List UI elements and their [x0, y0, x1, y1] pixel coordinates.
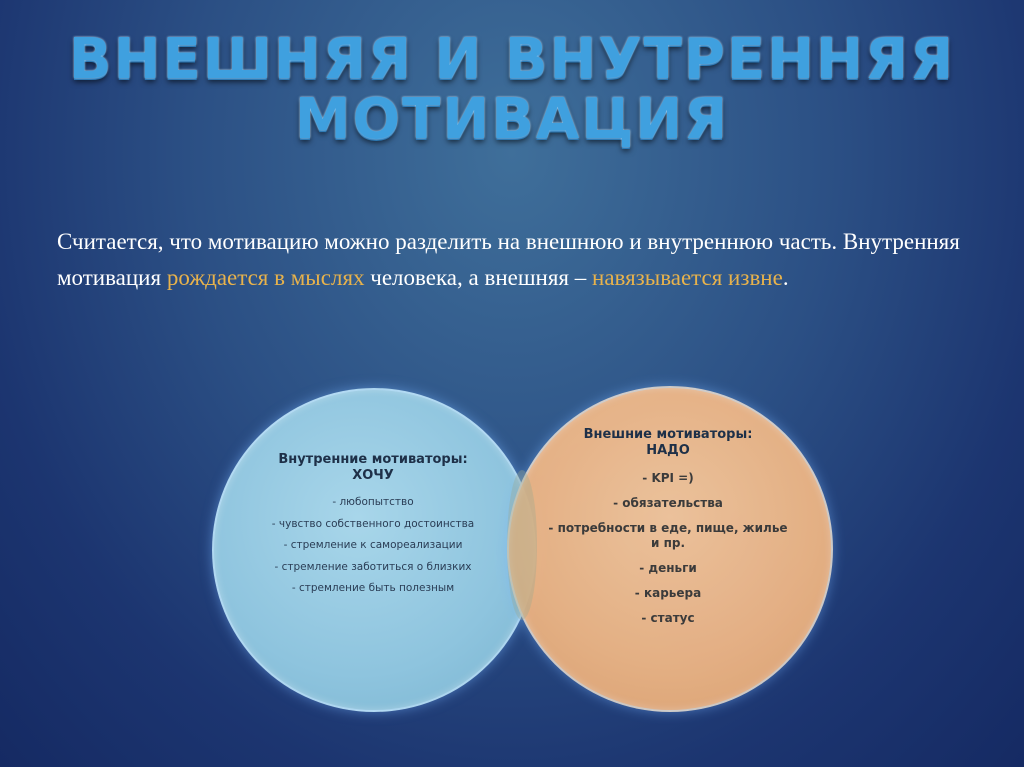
list-item: - чувство собственного достоинства	[271, 517, 475, 530]
highlight-outer: навязывается извне	[592, 265, 783, 290]
intro-paragraph	[57, 224, 977, 296]
external-heading-must: НАДО	[646, 443, 690, 458]
internal-heading-want: ХОЧУ	[352, 468, 394, 483]
list-item: - стремление быть полезным	[291, 582, 455, 594]
internal-motivators-list	[248, 496, 498, 596]
intro-text-part-3: .	[782, 265, 789, 290]
list-item: - обязательства	[613, 496, 723, 510]
list-item: - любопытство	[332, 496, 414, 508]
intro-text-part-2: человека, а внешняя –	[364, 265, 593, 290]
title-line-1: ВНЕШНЯЯ И ВНУТРЕННЯЯ	[68, 27, 956, 92]
external-motivators-content	[548, 427, 788, 636]
internal-motivators-content	[248, 452, 498, 604]
intro-text-part-1: Считается, что мотивацию можно разделить на внешнюю и внутреннюю часть. Внутренняя мотивация	[57, 229, 960, 290]
slide-title	[0, 27, 1024, 152]
list-item: - статус	[641, 611, 695, 625]
external-heading-label: Внешние мотиваторы:	[583, 427, 753, 442]
internal-heading-label: Внутренние мотиваторы:	[278, 452, 468, 467]
list-item: - карьера	[634, 586, 702, 600]
list-item: - потребности в еде, пище, жилье и пр.	[548, 521, 788, 550]
list-item: - стремление заботиться о близких	[274, 560, 472, 573]
external-motivators-list	[548, 471, 788, 626]
title-line-2: МОТИВАЦИЯ	[294, 87, 730, 152]
list-item: - деньги	[639, 561, 697, 575]
list-item: - KPI =)	[642, 471, 694, 485]
list-item: - стремление к самореализации	[283, 539, 463, 551]
circles-overlap	[507, 470, 537, 620]
highlight-inner: рождается в мыслях	[166, 265, 365, 290]
